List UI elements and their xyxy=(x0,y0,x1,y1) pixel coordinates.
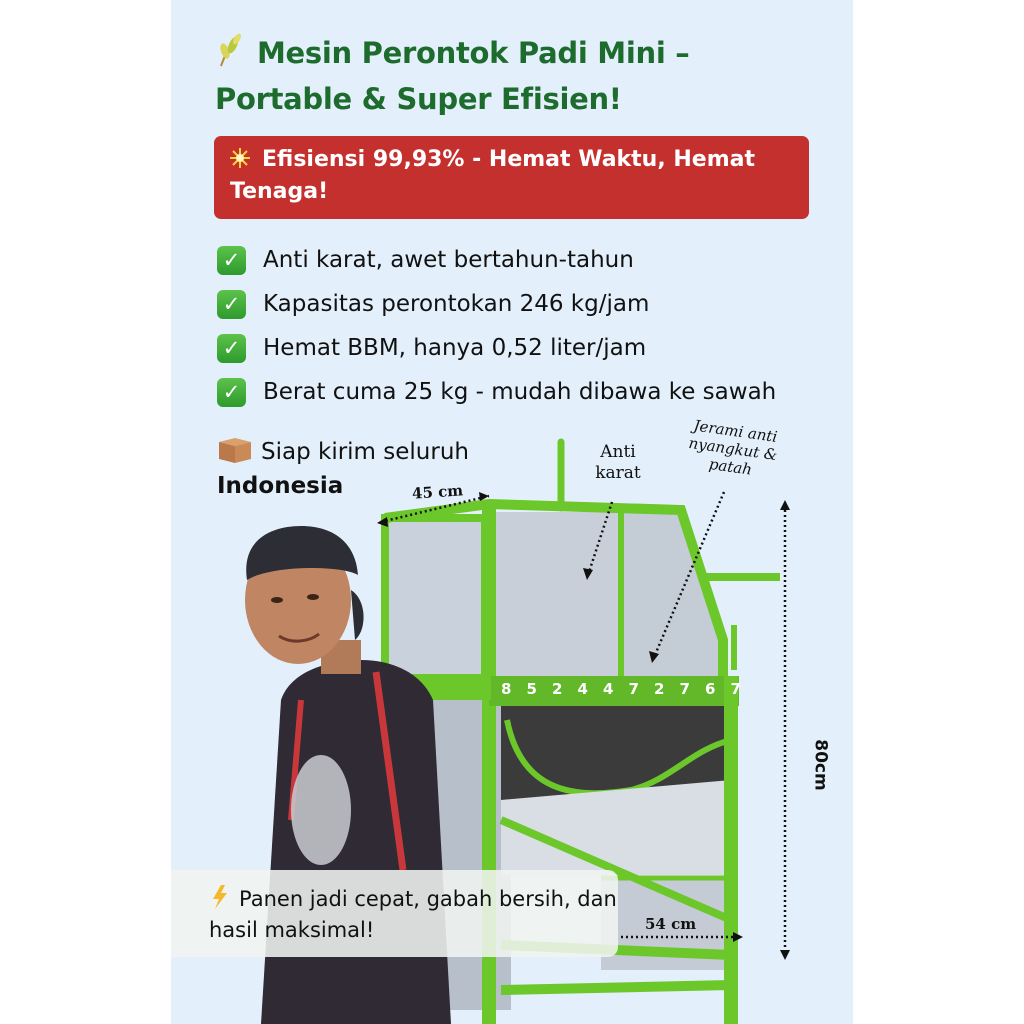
digit: 8 xyxy=(501,680,512,698)
banner-text: Efisiensi 99,93% - Hemat Waktu, Hemat Tenaga! xyxy=(230,147,755,204)
machine-number-strip xyxy=(501,680,741,698)
digit: 7 xyxy=(679,680,690,698)
title-line-2: Portable & Super Efisien! xyxy=(215,82,622,116)
check-mark-icon: ✓ xyxy=(217,378,246,407)
product-poster xyxy=(171,0,853,1024)
digit: 4 xyxy=(603,680,614,698)
check-mark-icon: ✓ xyxy=(217,334,246,363)
digit: 7 xyxy=(628,680,639,698)
dimension-54cm: 54 cm xyxy=(645,915,697,933)
feature-text: Kapasitas perontokan 246 kg/jam xyxy=(263,291,650,317)
digit: 6 xyxy=(705,680,716,698)
dimension-45cm: 45 cm xyxy=(411,481,464,503)
annotation-anti-karat: Anti karat xyxy=(595,442,641,483)
digit: 2 xyxy=(552,680,563,698)
title-line-1: Mesin Perontok Padi Mini – xyxy=(257,36,690,70)
digit: 5 xyxy=(526,680,537,698)
feature-text: Hemat BBM, hanya 0,52 liter/jam xyxy=(263,335,647,361)
annotation-jerami: Jerami anti nyangkut & patah xyxy=(687,416,779,479)
check-mark-icon: ✓ xyxy=(217,290,246,319)
caption-box xyxy=(171,870,618,957)
digit: 4 xyxy=(577,680,588,698)
feature-text: Anti karat, awet bertahun-tahun xyxy=(263,247,634,273)
dimension-height: 80cm xyxy=(810,739,831,791)
shipping-line-2: Indonesia xyxy=(217,473,344,499)
lightning-sparkle-icon xyxy=(209,885,229,909)
digit: 7 xyxy=(730,680,741,698)
shipping-line-1: Siap kirim seluruh xyxy=(261,439,469,465)
check-mark-icon: ✓ xyxy=(217,246,246,275)
digit: 2 xyxy=(654,680,665,698)
feature-text: Berat cuma 25 kg - mudah dibawa ke sawah xyxy=(263,379,777,405)
caption-text: Panen jadi cepat, gabah bersih, dan hasil maksimal! xyxy=(209,887,617,942)
